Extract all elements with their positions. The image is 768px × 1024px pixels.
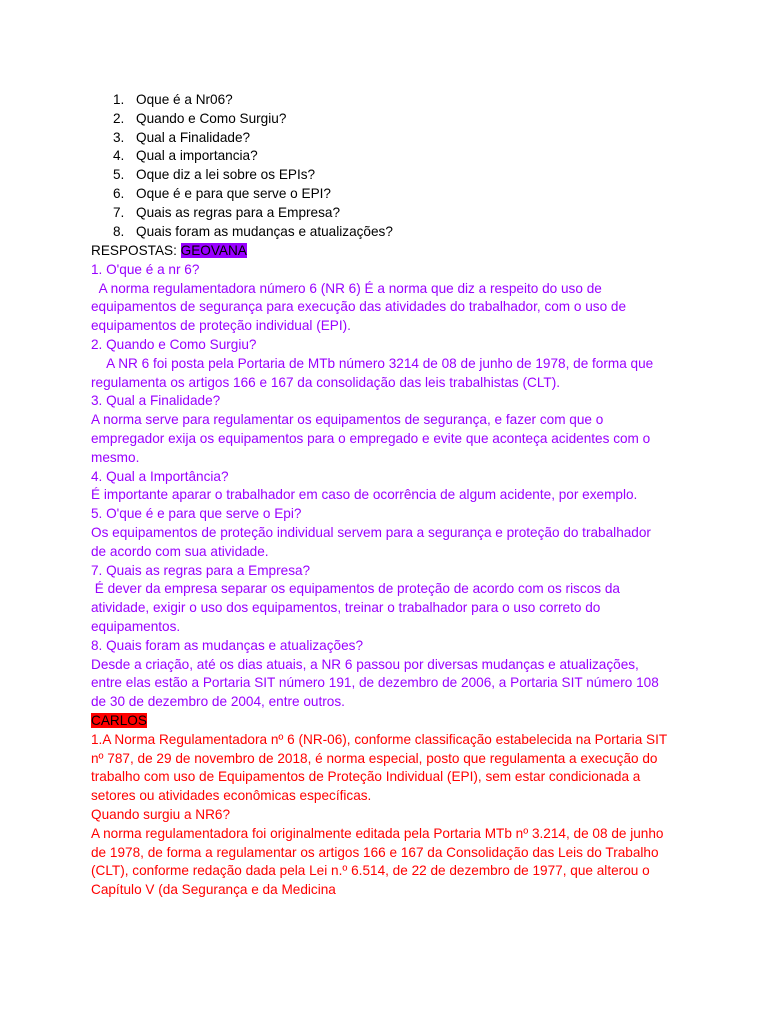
question-number: 8. — [113, 223, 125, 239]
geovana-line: Desde a criação, até os dias atuais, a NR 6 passou por diversas mudanças e atualizações, — [91, 656, 639, 672]
question-item — [0, 147, 393, 166]
question-item — [0, 204, 393, 223]
question-text: Quais foram as mudanças e atualizações? — [136, 223, 393, 239]
question-item — [0, 223, 393, 242]
geovana-line: É dever da empresa separar os equipamentos de proteção de acordo com os riscos da — [91, 581, 620, 597]
geovana-line: de acordo com sua atividade. — [91, 543, 269, 559]
question-item — [0, 185, 393, 204]
carlos-line: nº 787, de 29 de novembro de 2018, é norma especial, posto que regulamenta a execução do — [91, 750, 658, 766]
geovana-line: 7. Quais as regras para a Empresa? — [91, 562, 311, 578]
question-text: Oque é a Nr06? — [136, 92, 233, 107]
question-item — [0, 166, 393, 185]
geovana-line: A NR 6 foi posta pela Portaria de MTb número 3214 de 08 de junho de 1978, de forma que — [91, 355, 654, 371]
geovana-line: mesmo. — [91, 449, 140, 465]
question-item — [0, 110, 393, 129]
question-text: Quais as regras para a Empresa? — [136, 204, 341, 220]
carlos-line: A norma regulamentadora foi originalmente editada pela Portaria MTb nº 3.214, de 08 de junho — [91, 825, 664, 841]
respostas-heading — [91, 242, 691, 261]
carlos-line: de 1978, de forma a regulamentar os artigos 166 e 167 da Consolidação das Leis do Trabalho — [91, 844, 659, 860]
geovana-line: regulamenta os artigos 166 e 167 da consolidação das leis trabalhistas (CLT). — [91, 374, 560, 390]
geovana-line: 4. Qual a Importância? — [91, 468, 229, 484]
geovana-line: É importante aparar o trabalhador em caso de ocorrência de algum acidente, por exemplo. — [91, 487, 638, 503]
geovana-line: equipamentos de proteção individual (EPI). — [91, 318, 351, 334]
carlos-answers — [91, 731, 691, 900]
respostas-label: RESPOSTAS: — [91, 243, 181, 258]
geovana-line: 8. Quais foram as mudanças e atualizações? — [91, 637, 364, 653]
question-text: Quando e Como Surgiu? — [136, 110, 287, 126]
geovana-line: 1. O'que é a nr 6? — [91, 261, 200, 277]
carlos-line: trabalho com uso de Equipamentos de Proteção Individual (EPI), sem estar condicionada a — [91, 769, 641, 785]
geovana-line: A norma serve para regulamentar os equipamentos de segurança, e fazer com que o — [91, 412, 604, 428]
carlos-line: (CLT), conforme redação dada pela Lei n.º 6.514, de 22 de dezembro de 1977, que alterou o — [91, 863, 650, 879]
question-number: 2. — [113, 110, 125, 126]
question-number: 4. — [113, 148, 125, 164]
carlos-line: setores ou atividades econômicas específicas. — [91, 788, 372, 804]
carlos-line: Quando surgiu a NR6? — [91, 806, 231, 822]
question-number: 7. — [113, 204, 125, 220]
question-number: 3. — [113, 129, 125, 145]
geovana-name-highlight: GEOVANA — [180, 243, 247, 258]
geovana-answers — [91, 261, 691, 712]
question-text: Oque é e para que serve o EPI? — [136, 185, 331, 201]
question-list — [0, 91, 393, 241]
geovana-line: entre elas estão a Portaria SIT número 191, de dezembro de 2006, a Portaria SIT número 108 — [91, 675, 659, 691]
geovana-line: empregador exija os equipamentos para o empregado e evite que aconteça acidentes com o — [91, 430, 651, 446]
geovana-line: 2. Quando e Como Surgiu? — [91, 336, 257, 352]
question-item — [0, 129, 393, 148]
question-number: 5. — [113, 167, 125, 183]
answers-section — [91, 242, 691, 900]
geovana-line: equipamentos de segurança para execução das atividades do trabalhador, com o uso de — [91, 299, 627, 315]
question-text: Qual a Finalidade? — [136, 129, 251, 145]
geovana-line: 3. Qual a Finalidade? — [91, 393, 221, 409]
geovana-line: A norma regulamentadora número 6 (NR 6) É a norma que diz a respeito do uso de — [91, 280, 602, 296]
question-number: 6. — [113, 185, 125, 201]
geovana-line: de 30 de dezembro de 2004, entre outros. — [91, 694, 345, 710]
carlos-line: 1.A Norma Regulamentadora nº 6 (NR-06), conforme classificação estabelecida na Portaria SIT — [91, 731, 668, 747]
geovana-line: 5. O'que é e para que serve o Epi? — [91, 506, 302, 522]
carlos-line: Capítulo V (da Segurança e da Medicina — [91, 882, 336, 898]
carlos-heading — [91, 712, 691, 731]
question-item — [0, 91, 393, 110]
geovana-line: equipamentos. — [91, 618, 181, 634]
geovana-line: Os equipamentos de proteção individual servem para a segurança e proteção do trabalhador — [91, 524, 651, 540]
question-text: Qual a importancia? — [136, 148, 258, 164]
question-number: 1. — [113, 92, 125, 107]
carlos-name-highlight: CARLOS — [91, 712, 147, 728]
geovana-line: atividade, exigir o uso dos equipamentos, treinar o trabalhador para o uso correto do — [91, 600, 601, 616]
question-text: Oque diz a lei sobre os EPIs? — [136, 167, 316, 183]
